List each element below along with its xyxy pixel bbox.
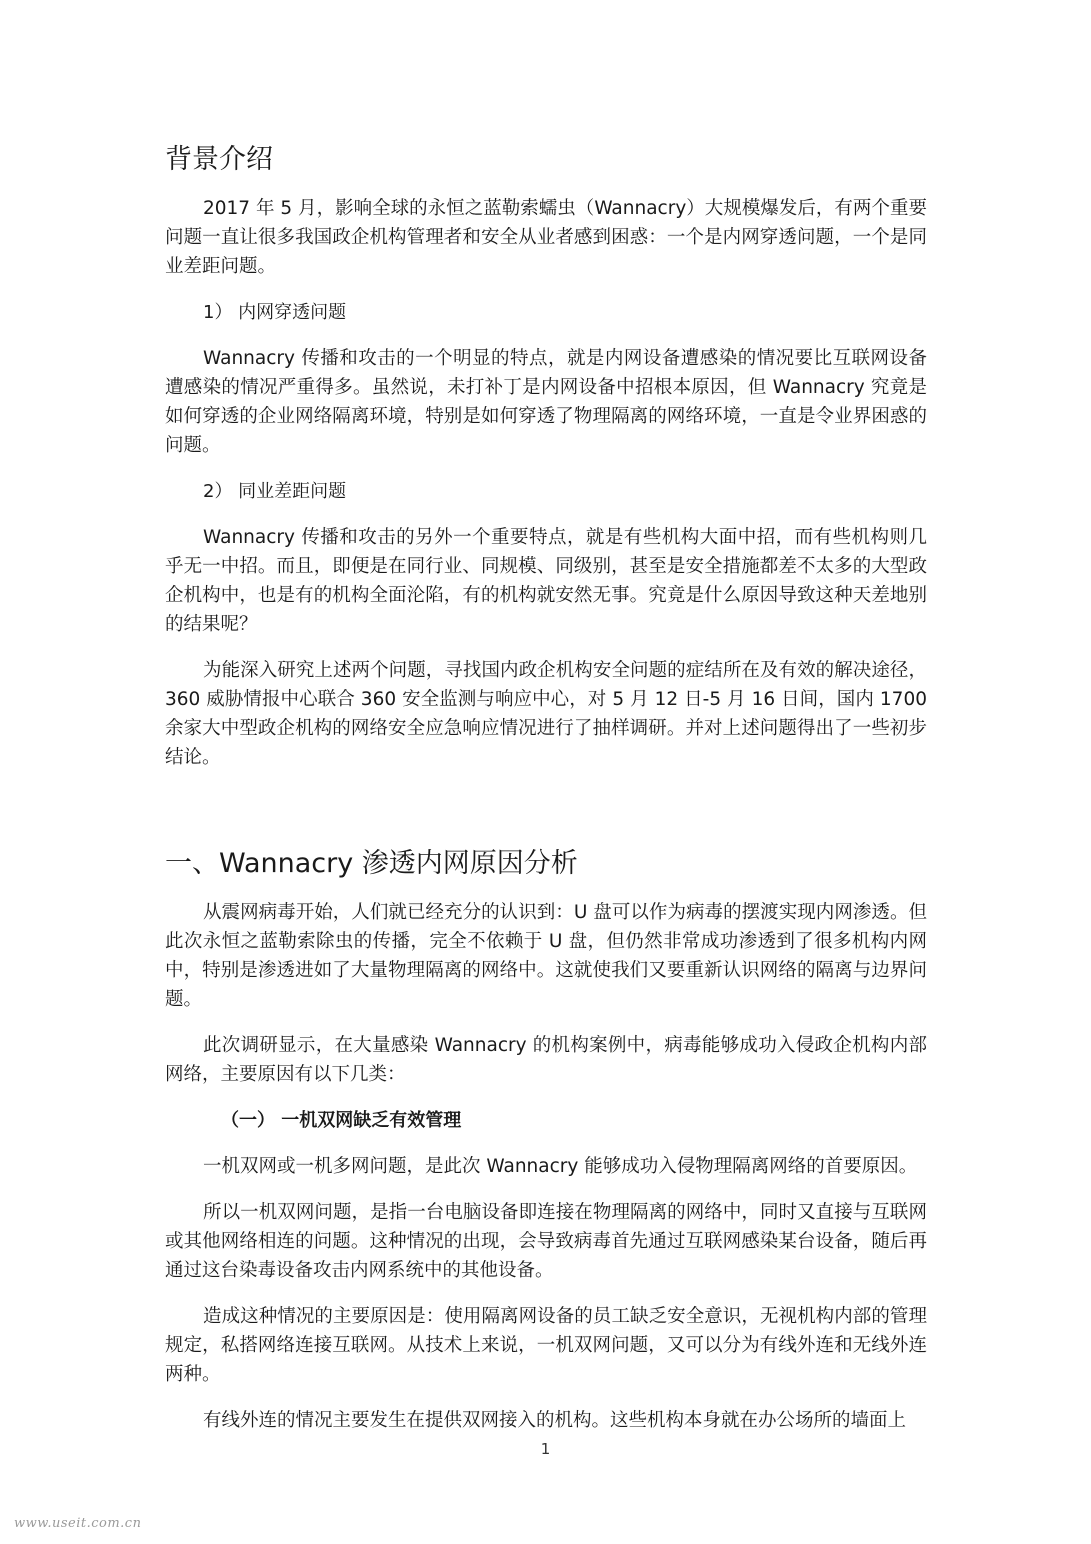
background-intro-paragraph: 2017 年 5 月，影响全球的永恒之蓝勒索蠕虫（Wannacry）大规模爆发后，有两个重要问题一直让很多我国政企机构管理者和安全从业者感到困惑：一个是内网穿透问题，一个是同业差距问题。 xyxy=(165,198,927,277)
section-one-paragraph-2: 此次调研显示，在大量感染 Wannacry 的机构案例中，病毒能够成功入侵政企机构内部网络，主要原因有以下几类： xyxy=(165,1035,927,1085)
section-one-paragraph-4: 所以一机双网问题，是指一台电脑设备即连接在物理隔离的网络中，同时又直接与互联网或其他网络相连的问题。这种情况的出现，会导致病毒首先通过互联网感染某台设备，随后再通过这台染毒设备攻击内网系统中的其他设备。 xyxy=(165,1202,927,1281)
background-heading: 背景介绍 xyxy=(165,144,273,175)
section-one-paragraph-1: 从震网病毒开始，人们就已经充分的认识到：U 盘可以作为病毒的摆渡实现内网渗透。但此次永恒之蓝勒索除虫的传播，完全不依赖于 U 盘，但仍然非常成功渗透到了很多机构内网中，特别是渗透进如了大量物理隔离的网络中。这就使我们又要重新认识网络的隔离与边界问题。 xyxy=(165,902,927,1010)
section-one-heading: 一、Wannacry 渗透内网原因分析 xyxy=(165,848,578,879)
page-number: 1 xyxy=(540,1440,551,1458)
page-content xyxy=(165,140,927,1435)
section-one-paragraph-6: 有线外连的情况主要发生在提供双网接入的机构。这些机构本身就在办公场所的墙面上 xyxy=(203,1410,907,1431)
subsection-heading: （一） 一机双网缺乏有效管理 xyxy=(221,1110,462,1131)
background-conclusion-paragraph: 为能深入研究上述两个问题，寻找国内政企机构安全问题的症结所在及有效的解决途径，360 威胁情报中心联合 360 安全监测与响应中心，对 5 月 12 日-5 月 16 日间，国内 1700 余家大中型政企机构的网络安全应急响应情况进行了抽样调研。并对上述问题得出了一些初步结论。 xyxy=(165,660,927,768)
item-1-title: 1） 内网穿透问题 xyxy=(203,302,347,323)
site-watermark: www.useit.com.cn xyxy=(14,1516,142,1531)
item-2-title: 2） 同业差距问题 xyxy=(203,481,347,502)
item-1-paragraph: Wannacry 传播和攻击的一个明显的特点，就是内网设备遭感染的情况要比互联网设备遭感染的情况严重得多。虽然说，未打补丁是内网设备中招根本原因，但 Wannacry 究竟是如何穿透的企业网络隔离环境，特别是如何穿透了物理隔离的网络环境，一直是令业界困惑的问题。 xyxy=(165,348,927,456)
item-2-paragraph: Wannacry 传播和攻击的另外一个重要特点，就是有些机构大面中招，而有些机构则几乎无一中招。而且，即便是在同行业、同规模、同级别，甚至是安全措施都差不太多的大型政企机构中，也是有的机构全面沦陷，有的机构就安然无事。究竟是什么原因导致这种天差地别的结果呢？ xyxy=(165,527,927,635)
section-one-paragraph-3: 一机双网或一机多网问题，是此次 Wannacry 能够成功入侵物理隔离网络的首要原因。 xyxy=(203,1156,918,1177)
section-one-paragraph-5: 造成这种情况的主要原因是：使用隔离网设备的员工缺乏安全意识，无视机构内部的管理规定，私搭网络连接互联网。从技术上来说，一机双网问题，又可以分为有线外连和无线外连两种。 xyxy=(165,1306,927,1385)
